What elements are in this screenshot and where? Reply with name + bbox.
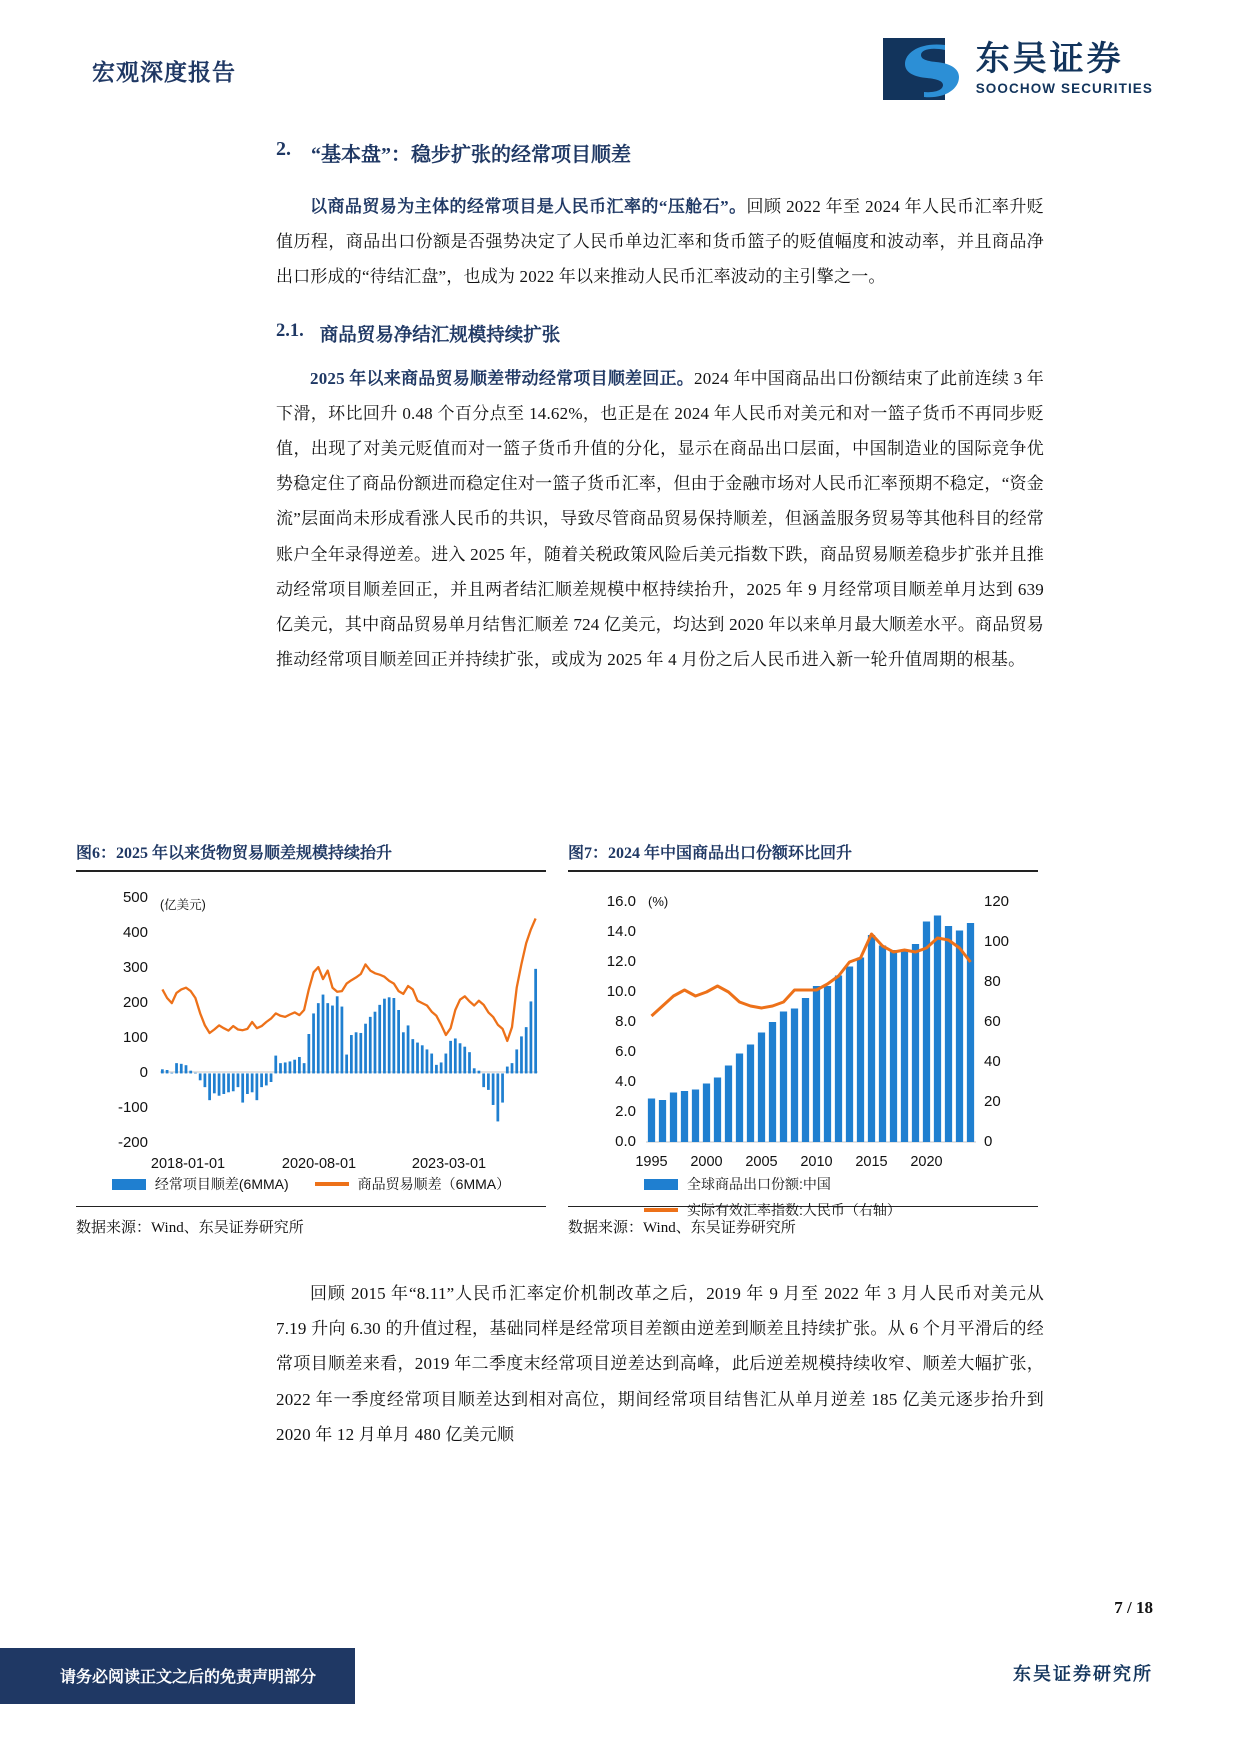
f7-y2t0: 120 xyxy=(984,893,1010,910)
figure-7-source: 数据来源：Wind、东吴证券研究所 xyxy=(568,1206,1038,1237)
paragraph-rest: 回顾 2022 年至 2024 年人民币汇率升贬值历程，商品出口份额是否强势决定了人民币单边汇率和货币篮子的贬值幅度和波动率，并且商品净出口形成的“待结汇盘”，也成为 2022 年以来推动人民币汇率波动的主引擎之一。 xyxy=(276,197,1044,287)
figure-7-label: 图7： xyxy=(568,845,609,862)
f7-y2t1: 100 xyxy=(984,933,1010,950)
legend-label-current-account: 经常项目顺差(6MMA) xyxy=(154,1176,289,1192)
f7-yt4: 8.0 xyxy=(615,1013,636,1030)
bottom-paragraph: 回顾 2015 年“8.11”人民币汇率定价机制改革之后，2019 年 9 月至 2022 年 3 月人民币对美元从 7.19 升向 6.30 的升值过程，基础同样是经常项目差额由逆差到顺差且持续扩张。从 6 个月平滑后的经常项目顺差来看，2019 年二季度末经常项目逆差达到高峰，此后逆差规模持续收窄、顺差大幅扩张，2022 年一季度经常项目顺差达到相对高位，期间经常项目结售汇从单月逆差 185 亿美元逐步抬升到 2020 年 12 月单月 480 亿美元顺 xyxy=(276,1284,1044,1444)
legend-item-reer xyxy=(644,1200,901,1220)
f7-yt8: 0.0 xyxy=(615,1133,636,1150)
f7-y2t6: 0 xyxy=(984,1133,993,1150)
logo-chinese-name: 东吴证券 xyxy=(975,41,1124,79)
svg-text:-100: -100 xyxy=(117,1099,148,1116)
legend-item-goods-trade xyxy=(315,1174,510,1194)
disclaimer-text: 请务必阅读正文之后的免责声明部分 xyxy=(60,1669,317,1686)
institute-name: 东吴证券研究所 xyxy=(1013,1664,1153,1684)
figure-6-unit: (亿美元) xyxy=(160,898,206,912)
f7-yt3: 10.0 xyxy=(606,983,636,1000)
figure-7-xtick: 2010 xyxy=(800,1154,833,1170)
figure-7-title xyxy=(568,840,1038,870)
subsection-paragraph xyxy=(276,361,1044,678)
subsection-title: 商品贸易净结汇规模持续扩张 xyxy=(319,325,561,346)
figure-6-chart xyxy=(76,872,546,1172)
svg-text:500: 500 xyxy=(122,889,148,906)
legend-label-reer: 实际有效汇率指数:人民币（右轴） xyxy=(687,1202,901,1218)
figure-7-chart xyxy=(568,872,1038,1172)
figure-7-unit: (%) xyxy=(648,894,669,909)
svg-text:-200: -200 xyxy=(117,1134,148,1151)
figure-row xyxy=(76,840,1166,1237)
page-current: 7 xyxy=(1114,1598,1123,1617)
figure-7-legend xyxy=(568,1174,1038,1220)
page-total: 18 xyxy=(1136,1598,1153,1617)
f7-y2t2: 80 xyxy=(984,973,1001,990)
figure-7-xtick: 2020 xyxy=(910,1154,943,1170)
logo-english-name: SOOCHOW SECURITIES xyxy=(975,80,1153,96)
figure-7-xtick: 1995 xyxy=(635,1154,668,1170)
figure-6-label: 图6： xyxy=(76,845,117,862)
figure-6-xtick-1: 2020-08-01 xyxy=(281,1156,357,1172)
figure-6-plot xyxy=(76,872,546,1204)
page-separator: / xyxy=(1127,1598,1132,1617)
figure-6-xtick-2: 2023-03-01 xyxy=(411,1156,487,1172)
f7-y2t3: 60 xyxy=(984,1013,1001,1030)
figure-7-xtick: 2005 xyxy=(745,1154,778,1170)
bar-swatch-icon xyxy=(112,1179,146,1190)
report-type-label: 宏观深度报告 xyxy=(92,60,236,85)
f7-yt6: 4.0 xyxy=(615,1073,636,1090)
subsection-number: 2.1. xyxy=(276,320,304,341)
legend-label-goods-trade: 商品贸易顺差（6MMA） xyxy=(357,1176,511,1192)
figure-6-caption: 2025 年以来货物贸易顺差规模持续抬升 xyxy=(116,845,393,862)
legend-item-current-account xyxy=(112,1174,289,1194)
bottom-text-block xyxy=(276,1276,1044,1456)
figure-7-xtick: 2015 xyxy=(855,1154,888,1170)
legend-label-export-share: 全球商品出口份额:中国 xyxy=(687,1176,831,1192)
section-number: 2. xyxy=(276,138,291,160)
disclaimer-bar xyxy=(0,1648,355,1704)
figure-7 xyxy=(568,840,1038,1237)
svg-text:400: 400 xyxy=(122,924,148,941)
legend-item-export-share xyxy=(644,1174,831,1194)
figure-7-xtick: 2000 xyxy=(690,1154,723,1170)
f7-yt0: 16.0 xyxy=(606,893,636,910)
line-swatch-icon xyxy=(644,1208,678,1212)
svg-text:200: 200 xyxy=(122,994,148,1011)
company-logo xyxy=(883,38,1153,100)
figure-6-xtick-0: 2018-01-01 xyxy=(150,1156,226,1172)
figure-6 xyxy=(76,840,546,1237)
f7-yt2: 12.0 xyxy=(606,953,636,970)
section-heading xyxy=(276,138,1044,167)
subsection-rest: 2024 年中国商品出口份额结束了此前连续 3 年下滑，环比回升 0.48 个百分点至 14.62%，也正是在 2024 年人民币对美元和对一篮子货币不再同步贬值，出现了对美元贬值而对一篮子货币升值的分化，显示在商品出口层面，中国制造业的国际竞争优势稳定住了商品份额进而稳定住对一篮子货币汇率，但由于金融市场对人民币汇率预期不稳定，“资金流”层面尚未形成看涨人民币的共识，导致尽管商品贸易保持顺差，但涵盖服务贸易等其他科目的经常账户全年录得逆差。进入 2025 年，随着关税政策风险后美元指数下跌，商品贸易顺差稳步扩张并且推动经常项目顺差回正，并且两者结汇顺差规模中枢持续抬升，2025 年 9 月经常项目顺差单月达到 639 亿美元，其中商品贸易单月结售汇顺差 724 亿美元，均达到 2020 年以来单月最大顺差水平。商品贸易推动经常项目顺差回正并持续扩张，或成为 2025 年 4 月份之后人民币进入新一轮升值周期的根基。 xyxy=(276,368,1045,670)
subsection-heading xyxy=(276,321,1044,347)
f7-y2t5: 20 xyxy=(984,1093,1001,1110)
f7-yt7: 2.0 xyxy=(615,1103,636,1120)
figure-7-plot xyxy=(568,872,1038,1218)
section-paragraph xyxy=(276,189,1044,295)
page-number xyxy=(1114,1598,1153,1618)
f7-y2t4: 40 xyxy=(984,1053,1001,1070)
bar-swatch-icon xyxy=(644,1179,678,1190)
svg-text:0: 0 xyxy=(139,1064,148,1081)
subsection-lead-bold: 2025 年以来商品贸易顺差带动经常项目顺差回正。 xyxy=(310,368,695,388)
section-title: “基本盘”：稳步扩张的经常项目顺差 xyxy=(311,144,631,166)
page-header xyxy=(0,0,1241,122)
document-body xyxy=(276,138,1044,681)
paragraph-lead-bold: 以商品贸易为主体的经常项目是人民币汇率的“压舱石”。 xyxy=(310,197,747,216)
figure-6-title xyxy=(76,840,546,870)
f7-yt1: 14.0 xyxy=(606,923,636,940)
figure-6-source: 数据来源：Wind、东吴证券研究所 xyxy=(76,1206,546,1237)
svg-text:300: 300 xyxy=(122,959,148,976)
svg-text:100: 100 xyxy=(122,1029,148,1046)
line-swatch-icon xyxy=(315,1182,349,1186)
f7-yt5: 6.0 xyxy=(615,1043,636,1060)
figure-7-caption: 2024 年中国商品出口份额环比回升 xyxy=(608,845,853,862)
figure-6-legend xyxy=(76,1174,546,1194)
logo-mark-icon xyxy=(883,38,965,100)
